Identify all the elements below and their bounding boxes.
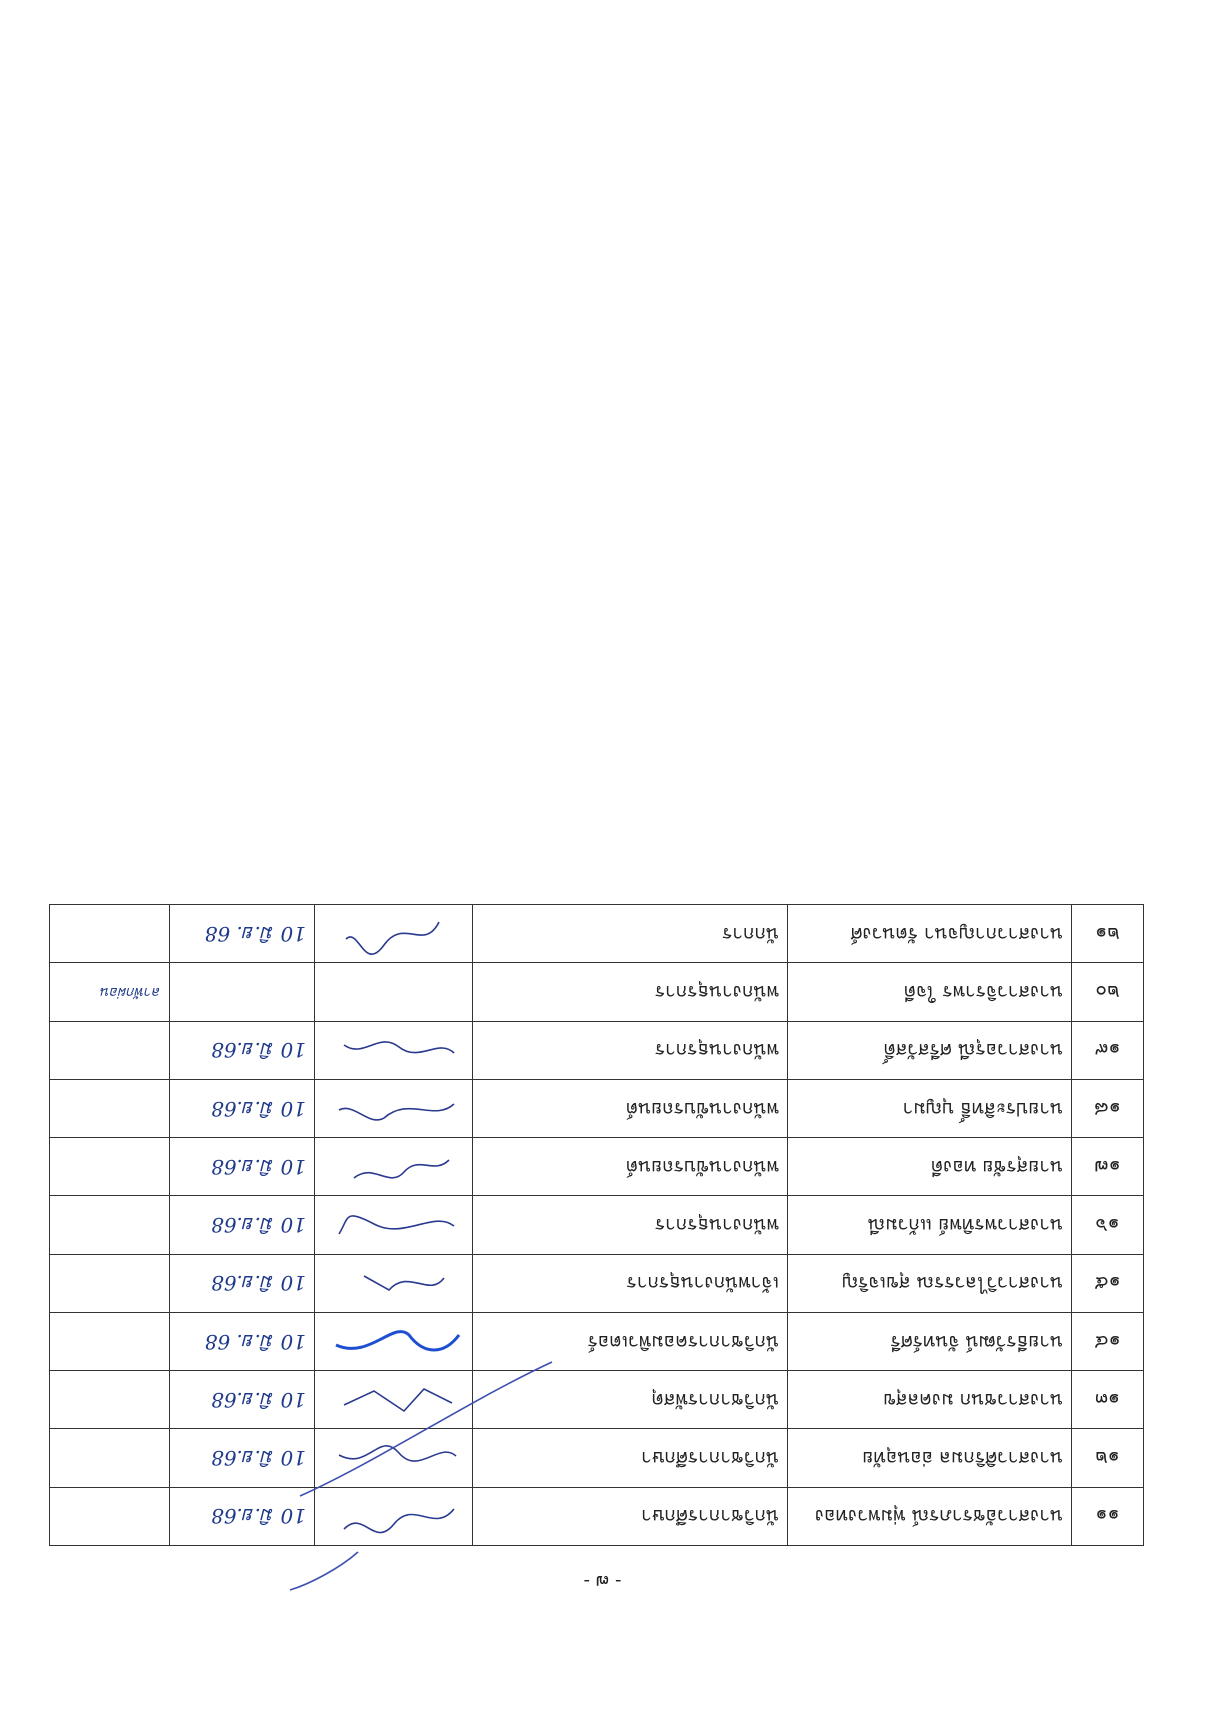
row-number: ๒๑ <box>1072 905 1144 963</box>
sign-date: 10 มิ.ย.68 <box>170 1371 315 1429</box>
person-position: พนักงานขับรถยนต์ <box>473 1138 788 1196</box>
person-position: พนักงานธุรการ <box>473 963 788 1021</box>
person-position: นักวิชาการคอมพิวเตอร์ <box>473 1312 788 1370</box>
person-position: นักวิชาการพัสดุ <box>473 1371 788 1429</box>
person-name: นางสาววิไลวรรณ สุขเจริญ <box>788 1254 1072 1312</box>
person-name: นายประสิทธิ์ บุญมา <box>788 1079 1072 1137</box>
person-name: นางสาวพรทิพย์ แก้วมณี <box>788 1196 1072 1254</box>
row-number: ๑๕ <box>1072 1254 1144 1312</box>
sign-date: 10 มิ.ย.68 <box>170 1487 315 1545</box>
row-number: ๒๐ <box>1072 963 1144 1021</box>
person-position: พนักงานธุรการ <box>473 1021 788 1079</box>
sign-date: 10 มิ.ย. 68 <box>170 905 315 963</box>
row-number: ๑๘ <box>1072 1079 1144 1137</box>
sign-date: 10 มิ.ย.68 <box>170 1138 315 1196</box>
person-position: นักการ <box>473 905 788 963</box>
row-number: ๑๔ <box>1072 1312 1144 1370</box>
sign-date: 10 มิ.ย. 68 <box>170 1312 315 1370</box>
person-position: นักวิชาการศึกษา <box>473 1429 788 1487</box>
person-position: เจ้าพนักงานธุรการ <box>473 1254 788 1312</box>
sign-date: 10 มิ.ย.68 <box>170 1196 315 1254</box>
page-number: - ๗ - <box>583 1571 622 1592</box>
person-name: นางสาวอรุณี ศรีสวัสดิ์ <box>788 1021 1072 1079</box>
row-number: ๑๓ <box>1072 1371 1144 1429</box>
row-number: ๑๑ <box>1072 1487 1144 1545</box>
row-number: ๑๗ <box>1072 1138 1144 1196</box>
pen-stroke-long <box>300 1362 552 1496</box>
person-name: นางสาวจิราพร ใจดี <box>788 963 1072 1021</box>
sign-date: 10 มิ.ย.68 <box>170 1079 315 1137</box>
person-position: พนักงานธุรการ <box>473 1196 788 1254</box>
person-name: นางสาวกาญจนา รัตนวงศ์ <box>788 905 1072 963</box>
sign-date: 10 มิ.ย.68 <box>170 1254 315 1312</box>
sign-date: 10 มิ.ย.68 <box>170 1021 315 1079</box>
person-name: นางสาวชนก มงคลสุข <box>788 1371 1072 1429</box>
person-position: นักวิชาการศึกษา <box>473 1487 788 1545</box>
person-name: นางสาวศิริกมล อ่อนอุทัย <box>788 1429 1072 1487</box>
row-number: ๑๒ <box>1072 1429 1144 1487</box>
remark: ลาพักผ่อน <box>50 963 170 1021</box>
sign-date: 10 มิ.ย.68 <box>170 1429 315 1487</box>
person-name: นางสาวอัชราภรณ์ พุ่มพวงทอง <box>788 1487 1072 1545</box>
row-number: ๑๖ <box>1072 1196 1144 1254</box>
person-name: นายธีรวัฒน์ จันทร์ศรี <box>788 1312 1072 1370</box>
row-number: ๑๙ <box>1072 1021 1144 1079</box>
person-position: พนักงานขับรถยนต์ <box>473 1079 788 1137</box>
person-name: นายสุรชัย ทองดี <box>788 1138 1072 1196</box>
